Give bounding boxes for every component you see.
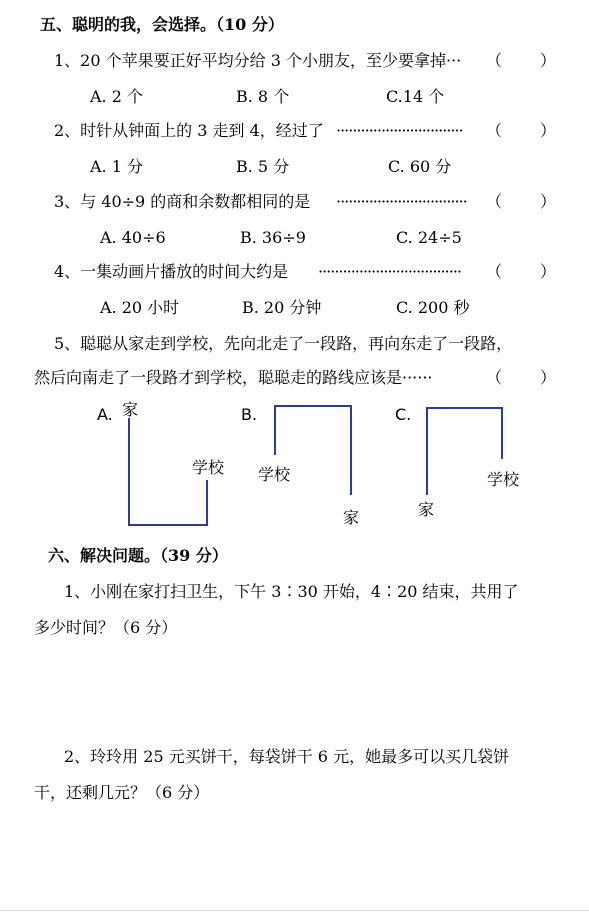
problem-2-line-1: 2、玲玲用 25 元买饼干，每袋饼干 6 元，她最多可以买几袋饼 (64, 747, 510, 766)
route-a-home-label: 家 (122, 400, 139, 419)
question-5-line-1: 5、聪聪从家走到学校，先向北走了一段路，再向东走了一段路， (54, 334, 513, 353)
question-3-option-c: C. 24÷5 (396, 228, 462, 247)
question-2-option-c: C. 60 分 (388, 157, 452, 176)
question-1-option-a: A. 2 个 (90, 87, 143, 106)
route-diagrams (0, 395, 589, 545)
question-4-paren-close: ） (540, 262, 557, 281)
route-a-school-label: 学校 (192, 458, 225, 477)
question-3-paren-open: （ (486, 192, 503, 211)
question-2-paren-close: ） (540, 121, 557, 140)
page-bottom-edge (0, 910, 589, 911)
problem-2-line-2: 干，还剩几元？（6 分） (34, 783, 210, 802)
problem-1-line-1: 1、小刚在家打扫卫生，下午 3∶30 开始，4∶20 结束，共用了 (64, 582, 519, 601)
question-4-paren-open: （ (486, 262, 503, 281)
route-b-home-label: 家 (343, 508, 360, 527)
route-c-school-label: 学校 (487, 470, 520, 489)
question-3-option-b: B. 36÷9 (240, 228, 306, 247)
question-2-option-b: B. 5 分 (236, 157, 290, 176)
route-c-home-label: 家 (418, 500, 435, 519)
question-2-dots: ······························· (336, 121, 463, 140)
question-1-paren-close: ） (540, 51, 557, 70)
question-5-paren-open: （ (486, 368, 503, 387)
question-2-stem: 2、时针从钟面上的 3 走到 4，经过了 (54, 121, 324, 140)
question-4-option-b: B. 20 分钟 (242, 298, 322, 317)
question-4-dots: ··································· (318, 262, 462, 281)
question-1-option-b: B. 8 个 (236, 87, 290, 106)
question-4-option-a: A. 20 小时 (100, 298, 180, 317)
question-5-line-2: 然后向南走了一段路才到学校，聪聪走的路线应该是······ (34, 368, 433, 387)
question-3-stem: 3、与 40÷9 的商和余数都相同的是 (54, 192, 311, 211)
question-4-stem: 4、一集动画片播放的时间大约是 (54, 262, 289, 281)
question-1-stem: 1、20 个苹果要正好平均分给 3 个小朋友，至少要拿掉··· (54, 51, 462, 70)
question-1-paren-open: （ (486, 51, 503, 70)
question-1-option-c: C.14 个 (386, 87, 445, 106)
section-six-title: 六、解决问题。（39 分） (48, 546, 228, 565)
section-five-title: 五、聪明的我，会选择。（10 分） (40, 15, 284, 34)
question-3-option-a: A. 40÷6 (100, 228, 166, 247)
question-2-paren-open: （ (486, 121, 503, 140)
question-3-paren-close: ） (540, 192, 557, 211)
question-2-option-a: A. 1 分 (90, 157, 143, 176)
route-a-label: A. (97, 405, 113, 424)
problem-1-line-2: 多少时间？（6 分） (34, 618, 178, 637)
question-3-dots: ································ (336, 192, 467, 211)
route-b-school-label: 学校 (258, 465, 291, 484)
route-b-label: B. (241, 405, 258, 424)
route-c-label: C. (395, 405, 412, 424)
question-5-paren-close: ） (540, 368, 557, 387)
question-4-option-c: C. 200 秒 (396, 298, 470, 317)
